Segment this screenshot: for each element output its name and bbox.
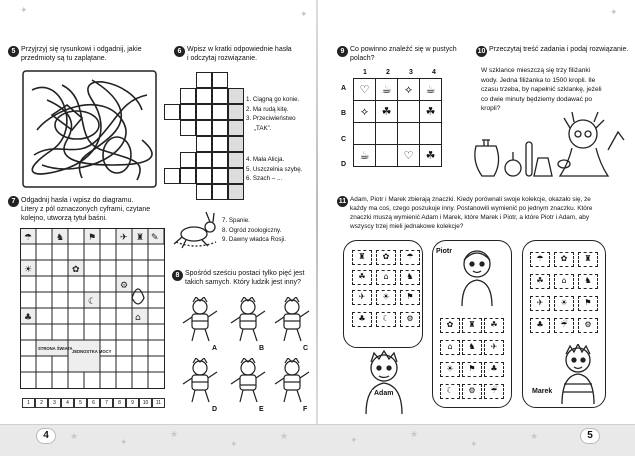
star-decoration-icon: ✦ [20,6,28,16]
stamp[interactable]: ♞ [578,274,598,289]
grid-cell[interactable] [420,123,442,145]
task-11-line-4: wszyscy trzej mieli jednakowe kolekcje? [350,223,464,230]
marek-boy-illustration [556,344,602,404]
grid-cell[interactable]: ☕ [376,79,398,101]
name-marek: Marek [532,388,553,395]
task-6-clues-b [246,155,302,184]
task-10-badge: 10 [477,48,486,55]
stamp[interactable]: ☾ [440,384,460,399]
stamp[interactable]: ☘ [530,274,550,289]
stamp[interactable]: ☔ [484,384,504,399]
stamp[interactable]: ⌂ [440,340,460,355]
task-11-badge: 11 [338,198,347,205]
solution-box[interactable]: 6 [87,398,100,408]
task-10-instructions: Przeczytaj treść zadania i podaj rozwiązanie. [489,46,629,53]
task-10-problem [481,66,621,114]
page-number-left: 4 [36,428,56,444]
task-11-line-2: każdy ma coś, czego poszukuje inny. Postanowili wymienić po jednym znaczku. Które [350,205,593,212]
scientist-lab-illustration [468,112,628,182]
figure-label-c: C [303,345,309,352]
crossword-cell[interactable] [196,136,212,152]
row-header-b: B [341,110,347,117]
stamp[interactable]: ✈ [352,290,372,305]
bottom-band [0,424,635,456]
figure-b[interactable] [228,297,268,343]
crossword-cell[interactable] [196,120,212,136]
crossword-cell-solution[interactable] [228,136,244,152]
problem-line-5: kropli? [481,105,501,112]
stamp[interactable]: ⚑ [578,296,598,311]
star-decoration-icon: ★ [70,432,79,442]
clue-7: 7. Spanie. [222,217,250,224]
task-7-badge: 7 [8,196,19,207]
task-5-instructions [21,45,161,63]
crossword-cell[interactable] [164,168,180,184]
figure-d[interactable] [180,358,220,404]
crossword-cell-solution[interactable] [228,88,244,104]
stamp[interactable]: ☀ [440,362,460,377]
figure-e[interactable] [228,358,268,404]
grid-cell[interactable] [354,123,376,145]
task-6-clues-c [222,216,286,245]
svg-text:✿: ✿ [72,265,80,275]
page-gutter [316,0,318,424]
label-jednostka-mocy: JEDNOSTKA MOCY [72,349,112,354]
task-6-badge: 6 [174,46,185,57]
task-5-badge: 5 [8,46,19,57]
crossword-cell-solution[interactable] [228,168,244,184]
stamp[interactable]: ⚙ [400,312,420,327]
task-8-instructions [185,269,313,287]
col-header-3: 3 [409,69,413,76]
task-9-line-1: Co powinno znaleźć się w pustych [350,46,457,53]
task-8-line-2: takich samych. Który ludzik jest inny? [185,279,301,286]
crossword-cell[interactable] [212,104,228,120]
task-6-instructions [187,45,312,63]
star-decoration-icon: ★ [410,430,419,440]
solution-box[interactable]: 1 [22,398,35,408]
star-decoration-icon: ✦ [470,440,478,450]
crossword-cell[interactable] [196,152,212,168]
stamp[interactable]: ☀ [554,296,574,311]
problem-line-1: W szklance mieszczą się trzy filiżanki [481,67,591,74]
task-9-badge: 9 [337,46,348,57]
symbol-grid[interactable] [353,78,442,167]
clue-6: 6. Szach – ... [246,175,283,182]
clue-8: 8. Ogród zoologiczny. [222,226,282,234]
problem-line-4: co dwie minuty będziemy dodawać po [481,95,593,103]
name-adam: Adam [374,390,394,397]
star-decoration-icon: ✦ [120,438,128,448]
solution-box[interactable]: 11 [152,398,165,408]
name-piotr: Piotr [436,248,452,255]
stamp[interactable]: ⌂ [554,274,574,289]
solution-box[interactable]: 10 [139,398,152,408]
task-7-instructions [21,196,166,223]
figure-label-d: D [212,406,218,413]
grid-cell[interactable]: ☘ [420,101,442,123]
stamp[interactable]: ♞ [462,340,482,355]
solution-box[interactable]: 9 [126,398,139,408]
row-header-c: C [341,136,347,143]
crossword-cell[interactable] [180,104,196,120]
row-header-d: D [341,161,347,168]
task-11-instructions [350,195,630,231]
grid-cell[interactable]: ♡ [398,145,420,167]
task-7-line-1: Odgadnij hasła i wpisz do diagramu. [21,197,134,204]
grid-cell[interactable] [398,123,420,145]
col-header-2: 2 [386,69,390,76]
star-decoration-icon: ★ [170,430,179,440]
task-6-line-2: i odczytaj rozwiązanie. [187,55,258,62]
svg-text:☀: ☀ [24,265,33,275]
crossword-cell[interactable] [212,136,228,152]
stamp[interactable]: ☘ [484,318,504,333]
task-7-solution-boxes[interactable] [22,398,165,408]
svg-text:☾: ☾ [88,297,97,307]
grid-cell[interactable]: ☘ [376,101,398,123]
stamp[interactable]: ✈ [530,296,550,311]
solution-box[interactable]: 7 [100,398,113,408]
svg-text:☂: ☂ [24,233,33,243]
svg-text:✈: ✈ [120,233,128,243]
star-decoration-icon: ✦ [300,10,308,20]
task-9-instructions [350,45,470,63]
crossword-cell[interactable] [212,120,228,136]
crossword-cell-solution[interactable] [228,152,244,168]
crossword-cell[interactable] [196,72,212,88]
crossword-cell[interactable] [196,168,212,184]
crossword-cell[interactable] [180,152,196,168]
task-5-line-2: przedmioty są tu zaplątane. [21,55,107,62]
star-decoration-icon: ★ [280,432,289,442]
solution-box[interactable]: 4 [61,398,74,408]
figure-label-a: A [212,345,218,352]
crossword-cell[interactable] [212,168,228,184]
figure-label-e: E [259,406,264,413]
task-8-badge: 8 [172,270,183,281]
star-decoration-icon: ★ [530,432,539,442]
grid-cell[interactable]: ☕ [354,145,376,167]
solution-box[interactable]: 5 [74,398,87,408]
crossword-cell[interactable] [180,120,196,136]
grid-cell[interactable] [398,101,420,123]
col-header-1: 1 [363,69,367,76]
grid-cell[interactable]: ☘ [420,145,442,167]
figure-label-f: F [303,406,308,413]
stamp[interactable]: ♜ [352,250,372,265]
col-header-4: 4 [432,69,436,76]
clue-4: 4. Mała Alicja. [246,156,285,163]
stamp[interactable]: ♣ [484,362,504,377]
grid-cell[interactable]: ⟡ [398,79,420,101]
grid-cell[interactable]: ⟡ [354,101,376,123]
solution-box[interactable]: 3 [48,398,61,408]
stamp[interactable]: ✈ [484,340,504,355]
stamp[interactable]: ☀ [376,290,396,305]
stamp[interactable]: ☘ [352,270,372,285]
star-decoration-icon: ✦ [230,440,238,450]
stamp[interactable]: ✿ [554,252,574,267]
label-strona-swiata: STRONA ŚWIATA [38,346,73,351]
svg-text:⚙: ⚙ [120,281,129,291]
problem-line-3: czasu trzeba, by napełnić szklankę, jeżeli [481,86,602,93]
solution-box[interactable]: 2 [35,398,48,408]
page-number-right: 5 [580,428,600,444]
crossword-cell-solution[interactable] [228,184,244,200]
svg-text:⌂: ⌂ [135,313,141,323]
crossword-cell[interactable] [180,168,196,184]
task-7-line-3: kolejno, utworzą tytuł baśni. [21,215,107,222]
crossword-cell[interactable] [212,152,228,168]
row-header-a: A [341,85,347,92]
clue-3: 3. Przeciwieństwo [246,115,296,122]
figure-label-b: B [259,345,265,352]
crossword-cell[interactable] [164,104,180,120]
crossword-cell[interactable] [196,184,212,200]
task-5-line-1: Przyjrzyj się rysunkowi i odgadnij, jakie [21,46,142,53]
stamp[interactable]: ☂ [530,252,550,267]
svg-text:♣: ♣ [24,313,33,323]
stamp[interactable]: ✿ [440,318,460,333]
star-decoration-icon: ✦ [610,8,618,18]
clue-9: 9. Dawny władca Rosji. [222,236,286,243]
task-6-clues-a [246,95,299,133]
svg-text:♞: ♞ [56,233,65,243]
svg-text:⚑: ⚑ [88,233,97,243]
task-8-line-1: Spośród sześciu postaci tylko pięć jest [185,270,305,277]
stamp[interactable]: ♜ [578,252,598,267]
crossword-cell[interactable] [196,88,212,104]
crossword-cell[interactable] [196,104,212,120]
crossword-cell[interactable] [180,88,196,104]
star-decoration-icon: ✦ [350,436,358,446]
stamp[interactable]: ⚙ [578,318,598,333]
stamp[interactable]: ♣ [352,312,372,327]
task-7-line-2: Litery z pól oznaczonych cyframi, czytane [21,206,151,213]
piotr-boy-illustration [452,246,502,308]
figure-c[interactable] [272,297,312,343]
stamp[interactable]: ♞ [400,270,420,285]
stamp[interactable]: ☂ [400,250,420,265]
task-11-line-3: znaczki muszą wymienić Adam i Marek, które Marek i Piotr, a które Piotr i Adam, aby [350,214,590,221]
grid-cell[interactable]: ♡ [354,79,376,101]
clue-3b: „TAK”. [254,124,272,132]
clue-2: 2. Ma rudą kitę. [246,105,289,113]
solution-box[interactable]: 8 [113,398,126,408]
adam-boy-illustration [358,350,410,414]
stamp[interactable]: ☾ [376,312,396,327]
grid-cell[interactable]: ☕ [420,79,442,101]
stamp[interactable]: ⚙ [462,384,482,399]
task-11-line-1: Adam, Piotr i Marek zbierają znaczki. Kiedy porównali swoje kolekcje, okazało się, że [350,196,591,203]
running-hare-icon [172,212,220,250]
svg-text:✎: ✎ [151,233,159,243]
svg-text:♜: ♜ [136,233,145,243]
crossword-cell[interactable] [212,88,228,104]
tangled-objects-drawing [22,70,157,188]
stamp[interactable]: ⚑ [400,290,420,305]
figure-f[interactable] [272,358,312,404]
stamp[interactable]: ⚑ [462,362,482,377]
crossword-cell[interactable] [212,184,228,200]
crossword-cell-solution[interactable] [228,104,244,120]
task-6-line-1: Wpisz w kratki odpowiednie hasła [187,46,292,53]
stamp[interactable]: ♜ [462,318,482,333]
crossword-cell-solution[interactable] [228,120,244,136]
stamp[interactable]: ☔ [554,318,574,333]
task-9-line-2: polach? [350,55,375,62]
grid-cell[interactable] [376,145,398,167]
stamp[interactable]: ✿ [376,250,396,265]
stamp[interactable]: ⌂ [376,270,396,285]
crossword-cell[interactable] [212,72,228,88]
figure-a[interactable] [180,297,220,343]
clue-1: 1. Ciągną go konie. [246,96,300,103]
stamp[interactable]: ♣ [530,318,550,333]
problem-line-2: wody. Jedna filiżanka to 1500 kropli. Ile [481,76,596,84]
grid-cell[interactable] [376,123,398,145]
clue-5: 5. Uszczelnia szybę. [246,165,303,173]
arrow-word-grid[interactable] [20,228,166,390]
